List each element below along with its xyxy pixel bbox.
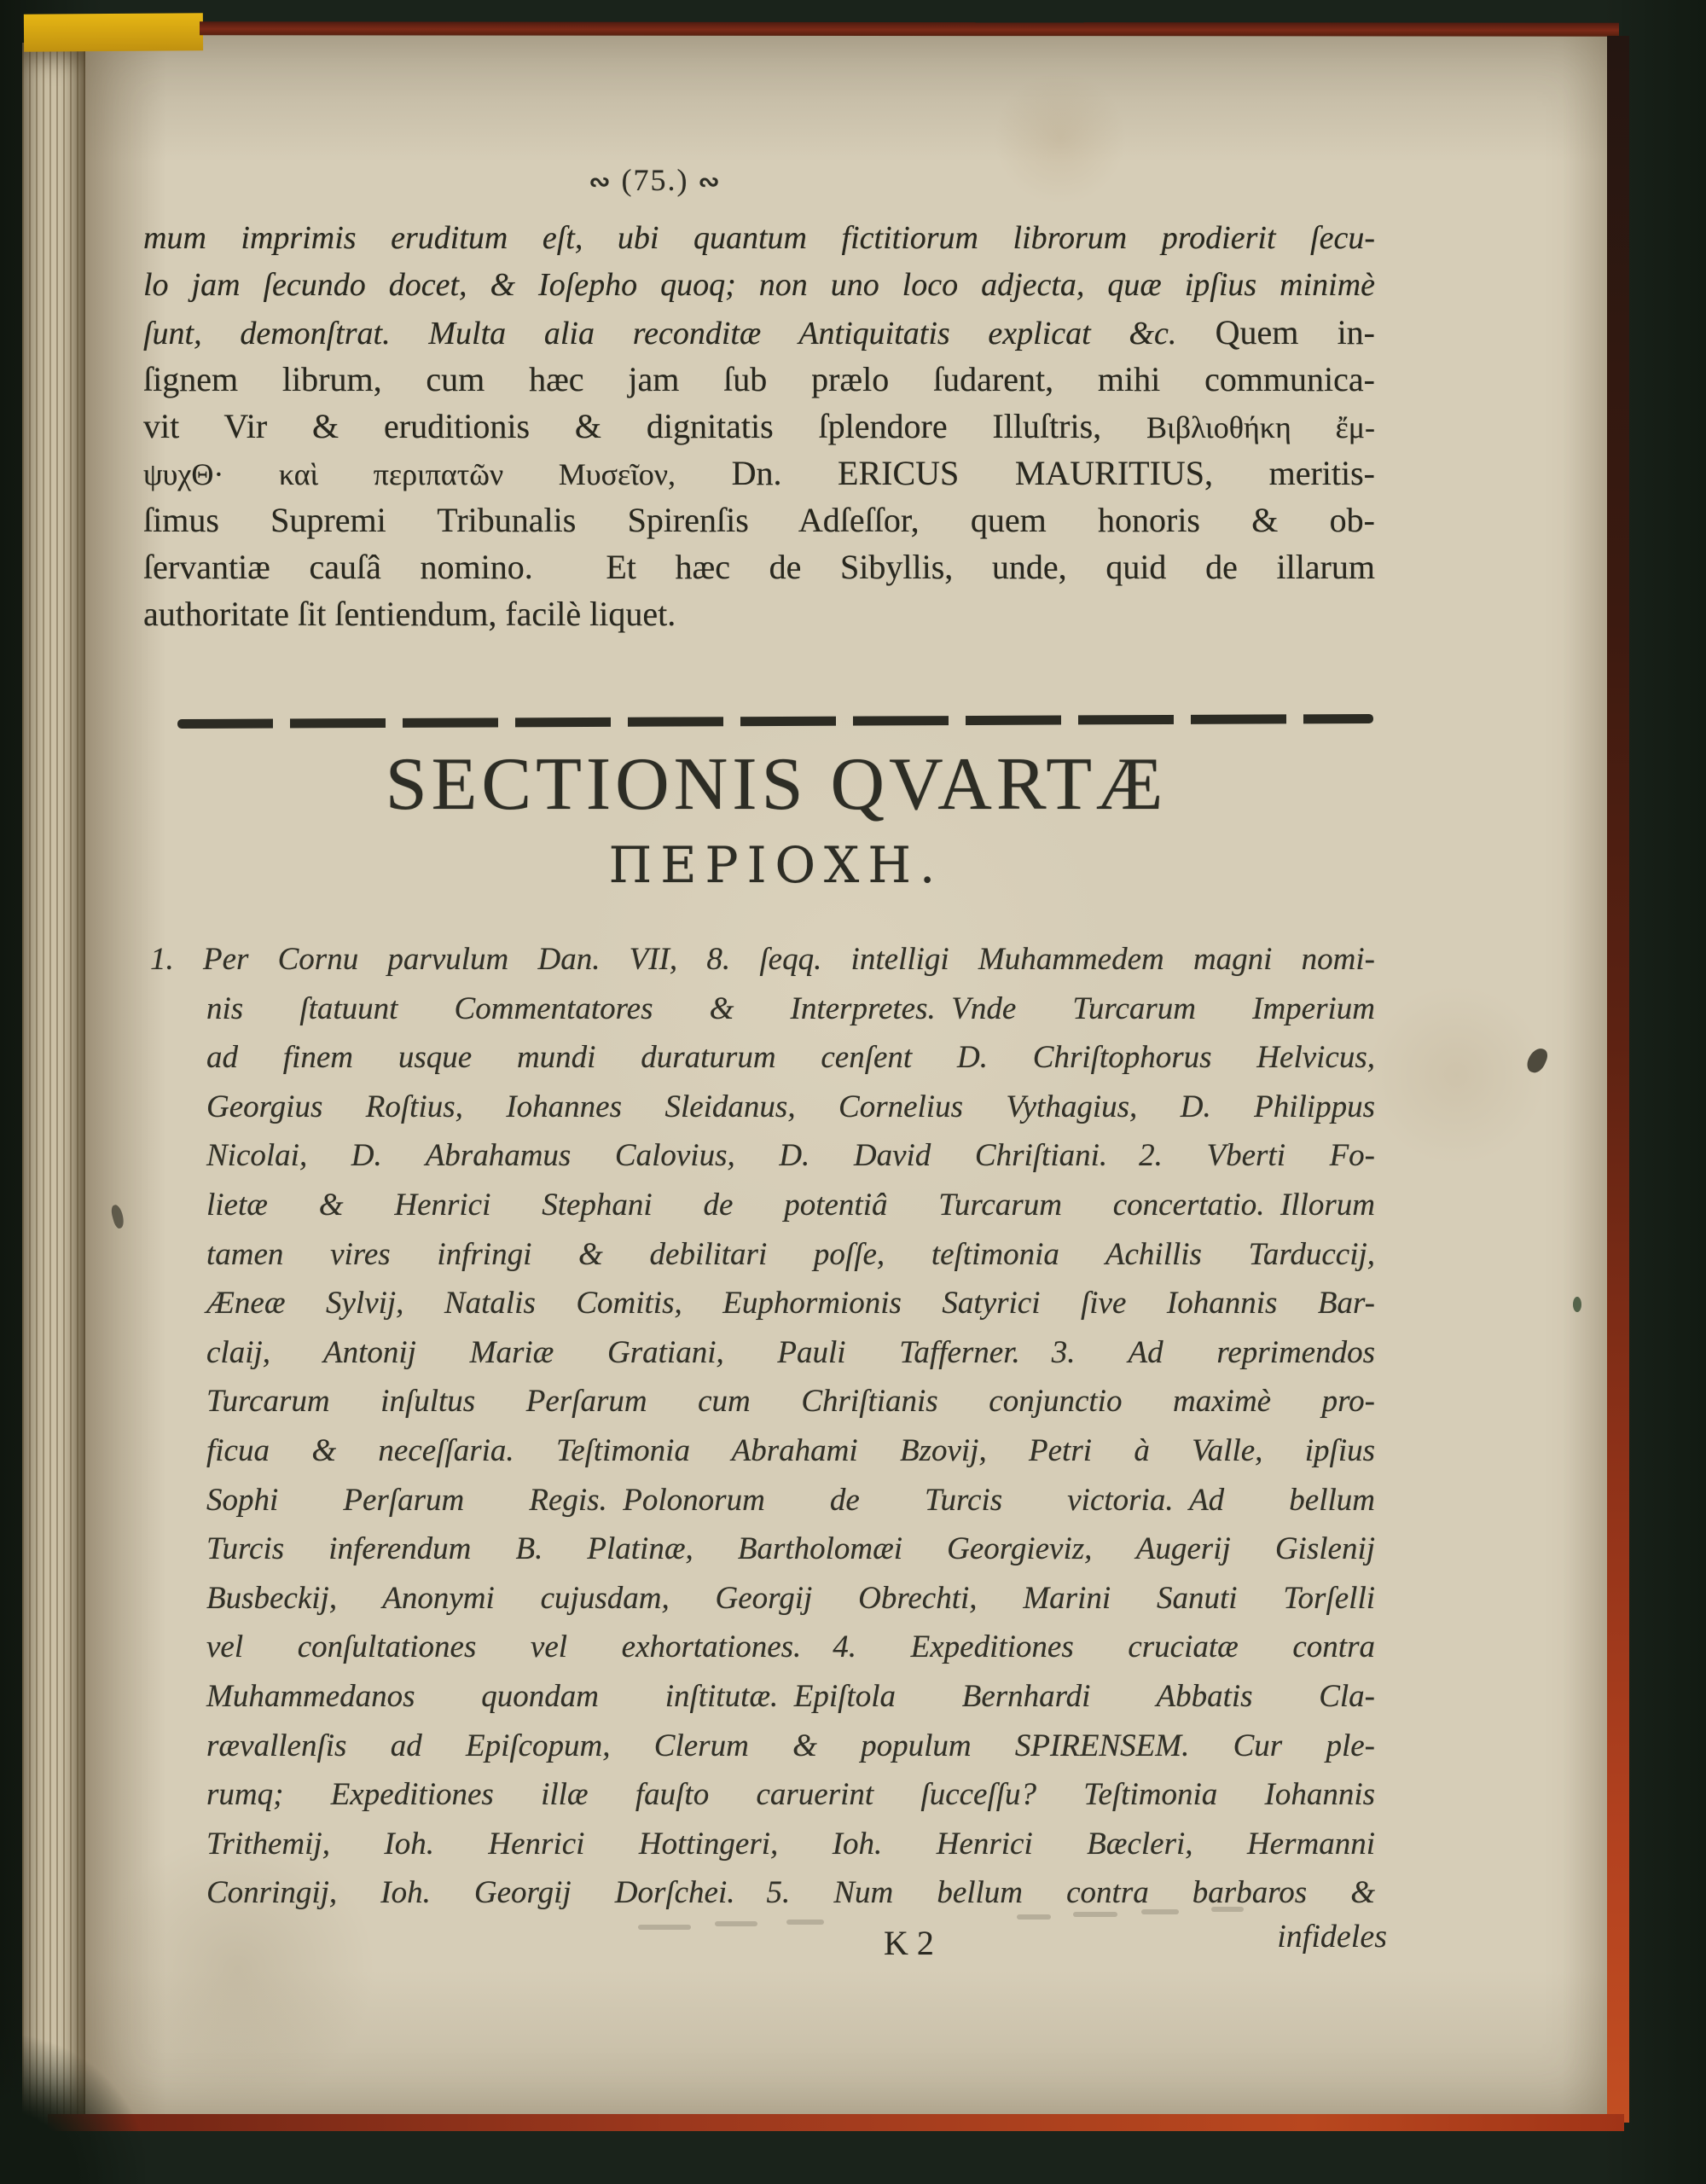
summary-line: Busbeckij, Anonymi cujusdam, Georgij Obrechti, Marini Sanuti Torſelli xyxy=(206,1580,1375,1616)
summary-line: Conringij, Ioh. Georgij Dorſchei. 5. Num bellum contra barbaros & xyxy=(206,1875,1375,1911)
faint-mark xyxy=(1211,1907,1244,1912)
greek-phrase: Βιβλιοθήκη ἔμ- xyxy=(1146,410,1375,444)
intro-line xyxy=(143,450,1375,497)
intro-line: ſimus Supremi Tribunalis Spirenſis Adſeſſor, quem honoris & ob- xyxy=(143,501,1375,539)
red-fore-edge xyxy=(1607,36,1629,2123)
faint-mark xyxy=(1141,1909,1179,1914)
intro-line-segment: Dn. ERICUS MAURITIUS, meritis- xyxy=(731,454,1376,492)
page-number: (75.) xyxy=(621,163,689,197)
catchword: infideles xyxy=(1277,1919,1387,1955)
section-subtitle-greek: ΠΕΡΙΟΧΗ. xyxy=(608,836,944,894)
summary-line: 1. Per Cornu parvulum Dan. VII, 8. ſeqq. intelligi Muhammedem magni nomi- xyxy=(150,942,1375,977)
summary-line: Turcarum inſultus Perſarum cum Chriſtianis conjunctio maximè pro- xyxy=(206,1384,1375,1420)
intro-paragraph xyxy=(143,215,1375,637)
faint-mark xyxy=(638,1925,691,1930)
intro-line: lo jam ſecundo docet, & Ioſepho quoq; non uno loco adjecta, quæ ipſius minimè xyxy=(143,267,1375,303)
ink-speck xyxy=(1573,1297,1581,1312)
page-footer xyxy=(143,1918,1387,1972)
summary-line: ad finem usque mundi duraturum cenſent D. Chriſtophorus Helvicus, xyxy=(206,1040,1375,1076)
summary-line: lietæ & Henrici Stephani de potentiâ Turcarum concertatio. Illorum xyxy=(206,1187,1375,1223)
book-page-edges-left xyxy=(22,43,89,2124)
intro-line: ſignem librum, cum hæc jam ſub prælo ſudarent, mihi communica- xyxy=(143,360,1375,398)
summary-line: Æneæ Sylvij, Natalis Comitis, Euphormionis Satyrici ſive Iohannis Bar- xyxy=(206,1286,1375,1321)
intro-line-segment: vit Vir & eruditionis & dignitatis ſplendore Illuſtris, xyxy=(143,407,1102,445)
greek-phrase: ψυχΘ· καὶ περιπατῶν Μυσεῖον, xyxy=(143,457,676,491)
summary-line: Nicolai, D. Abrahamus Calovius, D. David Chriſtiani. 2. Vberti Fo- xyxy=(206,1138,1375,1174)
bottom-cover-edge-line xyxy=(48,2114,1624,2131)
summary-line: rumq; Expeditiones illæ fauſto caruerint ſucceſſu? Teſtimonia Iohannis xyxy=(206,1777,1375,1813)
bottom-left-shadow xyxy=(0,1988,145,2184)
gathering-signature: K 2 xyxy=(884,1924,934,1962)
yellow-binding-accent xyxy=(24,13,203,51)
faint-mark xyxy=(1073,1912,1117,1917)
intro-line: authoritate ſit ſentiendum, facilè liquet. xyxy=(143,595,676,633)
faint-mark xyxy=(715,1921,757,1926)
faint-mark xyxy=(786,1920,824,1925)
faint-mark xyxy=(1017,1914,1051,1920)
intro-line-segment: Quem in- xyxy=(1215,313,1375,351)
section-heading xyxy=(145,741,1407,896)
summary-line: Turcis inferendum B. Platinæ, Bartholomæi Georgieviz, Augerij Gislenij xyxy=(206,1531,1375,1567)
summary-line: vel conſultationes vel exhortationes. 4. Expeditiones cruciatæ contra xyxy=(206,1629,1375,1665)
intro-line-segment: ſunt, demonſtrat. Multa alia reconditæ Antiquitatis explicat &c. xyxy=(143,316,1177,351)
printer-ornament-left-icon: ∾ xyxy=(589,167,612,197)
intro-line xyxy=(143,309,1375,356)
summary-line: ficua & neceſſaria. Teſtimonia Abrahami Bzovij, Petri à Valle, ipſius xyxy=(206,1432,1375,1468)
intro-line: ſervantiæ cauſâ nomino. Et hæc de Sibyllis, unde, quid de illarum xyxy=(143,548,1375,586)
summary-line: Muhammedanos quondam inſtitutæ. Epiſtola Bernhardi Abbatis Cla- xyxy=(206,1678,1375,1714)
top-cover-edge-line xyxy=(200,21,1619,36)
summary-line: Trithemij, Ioh. Henrici Hottingeri, Ioh. Henrici Bæcleri, Hermanni xyxy=(206,1826,1375,1862)
summary-line: Georgius Roſtius, Iohannes Sleidanus, Cornelius Vythagius, D. Philippus xyxy=(206,1089,1375,1124)
page-number-line xyxy=(143,162,1167,198)
summary-line: rævallenſis ad Epiſcopum, Clerum & populum SPIRENSEM. Cur ple- xyxy=(206,1728,1375,1763)
printer-ornament-right-icon: ∾ xyxy=(698,167,722,197)
section-title: SECTIONIS QVARTÆ xyxy=(385,743,1168,826)
periocha-summary xyxy=(143,935,1375,1918)
summary-line: claij, Antonij Mariæ Gratiani, Pauli Tafferner. 3. Ad reprimendos xyxy=(206,1334,1375,1370)
intro-line: mum imprimis eruditum eſt, ubi quantum fictitiorum librorum prodierit ſecu- xyxy=(143,220,1375,256)
intro-line xyxy=(143,403,1375,450)
summary-line: Sophi Perſarum Regis. Polonorum de Turcis victoria. Ad bellum xyxy=(206,1482,1375,1518)
summary-line: nis ſtatuunt Commentatores & Interpretes. Vnde Turcarum Imperium xyxy=(206,990,1375,1026)
summary-line: tamen vires infringi & debilitari poſſe, teſtimonia Achillis Tarduccij, xyxy=(206,1236,1375,1272)
